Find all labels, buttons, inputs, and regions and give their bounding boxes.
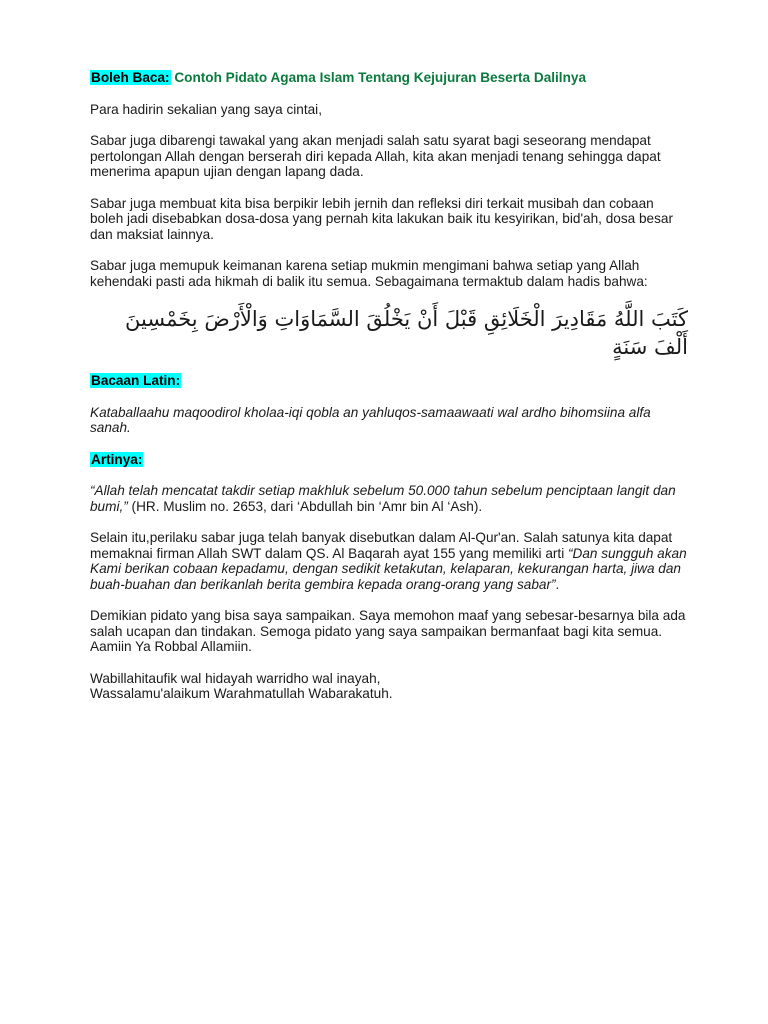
sign-off: [90, 671, 688, 702]
quran-end: .: [555, 576, 560, 592]
artinya-heading: [90, 452, 688, 468]
quran-quote: “Dan sungguh akan Kami berikan cobaan kepadamu, dengan sedikit ketakutan, kelaparan, kekurangan harta, jiwa dan buah-buahan dan berikanlah berita gembira kepada orang-orang yang sabar”: [90, 545, 687, 592]
paragraph-3: Sabar juga memupuk keimanan karena setiap mukmin mengimani bahwa setiap yang Allah kehendaki pasti ada hikmah di balik itu semua. Sebagaimana termaktub dalam hadis bahwa:: [90, 258, 648, 289]
artinya-label: Artinya:: [91, 451, 143, 467]
quran-intro: Selain itu,perilaku sabar juga telah banyak disebutkan dalam Al-Qur'an. Salah satunya kita dapat memaknai firman Allah SWT dalam QS. Al Baqarah ayat 155 yang memiliki arti: [90, 530, 673, 561]
bacaan-latin-label: Bacaan Latin:: [91, 373, 181, 388]
hadith-source: (HR. Muslim no. 2653, dari ‘Abdullah bin ‘Amr bin Al ‘Ash).: [127, 498, 483, 514]
bacaan-latin-heading: [90, 373, 688, 389]
boleh-baca-line: [90, 70, 688, 86]
paragraph-2: Sabar juga membuat kita bisa berpikir lebih jernih dan refleksi diri terkait musibah dan cobaan boleh jadi disebabkan dosa-dosa yang pernah kita lakukan baik itu kesyirikan, bid'ah, dosa besar dan maksiat lainnya.: [90, 195, 673, 242]
greeting: Para hadirin sekalian yang saya cintai,: [90, 101, 322, 117]
quran-paragraph: [90, 530, 688, 592]
related-article-link[interactable]: Contoh Pidato Agama Islam Tentang Kejujuran Beserta Dalilnya: [174, 70, 587, 85]
sign-off-line-1: Wabillahitaufik wal hidayah warridho wal inayah,: [90, 670, 381, 686]
translation-paragraph: [90, 483, 688, 514]
document-content: [90, 70, 688, 718]
latin-transliteration: Kataballaahu maqoodirol kholaa-iqi qobla an yahluqos-samaawaati wal ardho bihomsiina alfa sanah.: [90, 404, 651, 435]
paragraph-1: Sabar juga dibarengi tawakal yang akan menjadi salah satu syarat bagi seseorang mendapat pertolongan Allah dengan berserah diri kepada Allah, kita akan menjadi tenang sehingga dapat menerima apapun ujian dengan lapang dada.: [90, 133, 661, 179]
boleh-baca-label: Boleh Baca:: [91, 70, 170, 85]
closing-paragraph: Demikian pidato yang bisa saya sampaikan. Saya memohon maaf yang sebesar-besarnya bila ada salah ucapan dan tindakan. Semoga pidato yang saya sampaikan bermanfaat bagi kita semua. Aamiin Ya Robbal Allamiin.: [90, 608, 686, 654]
translation-quote: “Allah telah mencatat takdir setiap makhluk sebelum 50.000 tahun sebelum penciptaan langit dan bumi,”: [90, 483, 676, 514]
arabic-hadith: كَتَبَ اللَّهُ مَقَادِيرَ الْخَلَائِقِ قَبْلَ أَنْ يَخْلُقَ السَّمَاوَاتِ وَالْأَرْضَ بِخَمْسِينَ أَلْفَ سَنَةٍ: [125, 307, 688, 359]
sign-off-line-2: Wassalamu'alaikum Warahmatullah Wabarakatuh.: [90, 686, 393, 701]
